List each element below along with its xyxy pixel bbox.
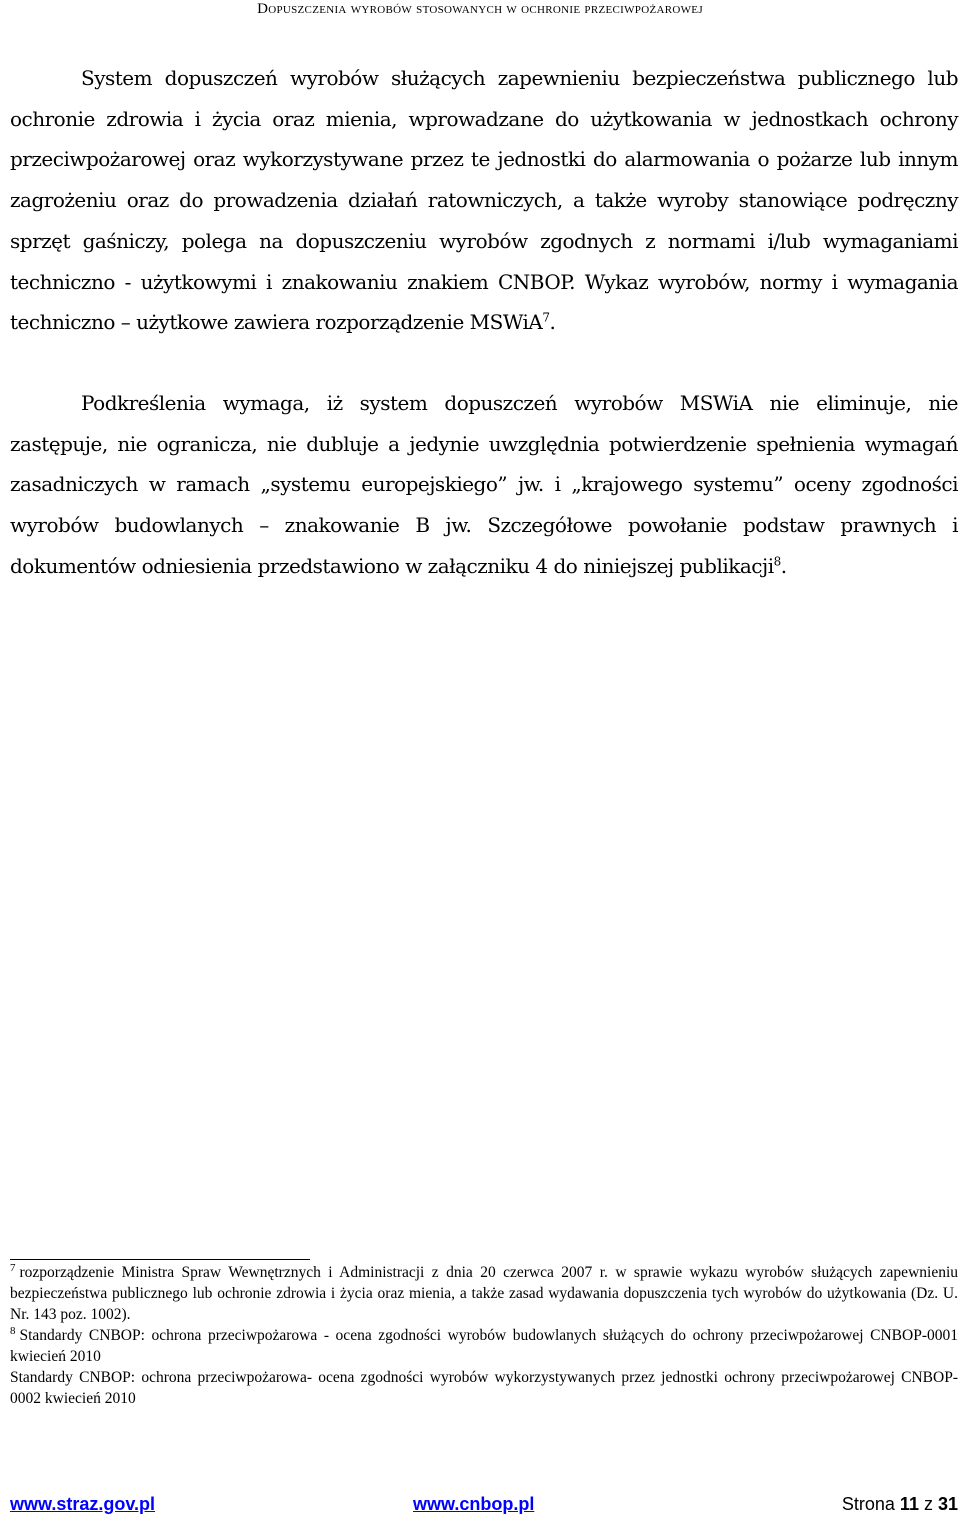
cnbop-link[interactable]: www.cnbop.pl (413, 1494, 535, 1514)
footnote-7 (10, 1262, 958, 1325)
footnote-8-mark: 8 (10, 1324, 16, 1337)
body-paragraph-2 (10, 383, 958, 587)
footnotes (10, 1262, 958, 1409)
footnote-8-text-1: Standardy CNBOP: ochrona przeciwpożarowa - ocena zgodności wyrobów budowlanych służących do ochrony przeciwpożarowej CNBOP-0001 kwiecień 2010 (10, 1327, 958, 1365)
footnote-8 (10, 1325, 958, 1367)
page-total: 31 (937, 1494, 958, 1514)
straz-link[interactable]: www.straz.gov.pl (10, 1494, 156, 1514)
footnote-separator (10, 1259, 310, 1260)
page-prefix: Strona (841, 1494, 900, 1514)
page-number (842, 1494, 958, 1515)
page-separator: z (918, 1494, 938, 1514)
page-current: 11 (899, 1494, 919, 1514)
footnote-7-mark: 7 (10, 1261, 16, 1274)
footnote-8-text-2: Standardy CNBOP: ochrona przeciwpożarowa- ocena zgodności wyrobów wykorzystywanych przez jednostki ochrony przeciwpożarowej CNBOP-0002 kwiecień 2010 (10, 1369, 958, 1407)
page-footer (10, 1494, 958, 1520)
footnote-ref-8[interactable]: 8 (773, 554, 781, 569)
running-header-title: Dopuszczenia wyrobów stosowanych w ochronie przeciwpożarowej (257, 1, 703, 17)
body-paragraph-1 (10, 58, 958, 343)
footnote-ref-7[interactable]: 7 (542, 310, 550, 325)
footnote-8-continued (10, 1367, 958, 1409)
paragraph-2-text: Podkreślenia wymaga, iż system dopuszczeń wyrobów MSWiA nie eliminuje, nie zastępuje, nie ogranicza, nie dubluje a jedynie uwzględnia potwierdzenie spełnienia wymagań zasadniczych w ramach „systemu europejskiego” jw. i „krajowego systemu” oceny zgodności wyrobów budowlanych – znakowanie B jw. Szczegółowe powołanie podstaw prawnych i dokumentów odniesienia przedstawiono w załączniku 4 do niniejszej publikacji (10, 391, 958, 578)
paragraph-2-end: . (780, 553, 787, 578)
footnote-7-text: rozporządzenie Ministra Spraw Wewnętrznych i Administracji z dnia 20 czerwca 2007 r. w sprawie wykazu wyrobów służących zapewnieniu bezpieczeństwa publicznego lub ochronie zdrowia i życia oraz mienia, a także zasad wydawania dopuszczenia tych wyrobów do użytkowania (Dz. U. Nr. 143 poz. 1002). (10, 1264, 958, 1323)
running-header (0, 0, 960, 18)
paragraph-1-end: . (549, 310, 556, 335)
paragraph-1-text: System dopuszczeń wyrobów służących zapewnieniu bezpieczeństwa publicznego lub ochronie zdrowia i życia oraz mienia, wprowadzane do użytkowania w jednostkach ochrony przeciwpożarowej oraz wykorzystywane przez te jednostki do alarmowania o pożarze lub innym zagrożeniu oraz do prowadzenia działań ratowniczych, a także wyroby stanowiące podręczny sprzęt gaśniczy, polega na dopuszczeniu wyrobów zgodnych z normami i/lub wymaganiami techniczno - użytkowymi i znakowaniu znakiem CNBOP. Wykaz wyrobów, normy i wymagania techniczno – użytkowe zawiera rozporządzenie MSWiA (10, 66, 958, 335)
